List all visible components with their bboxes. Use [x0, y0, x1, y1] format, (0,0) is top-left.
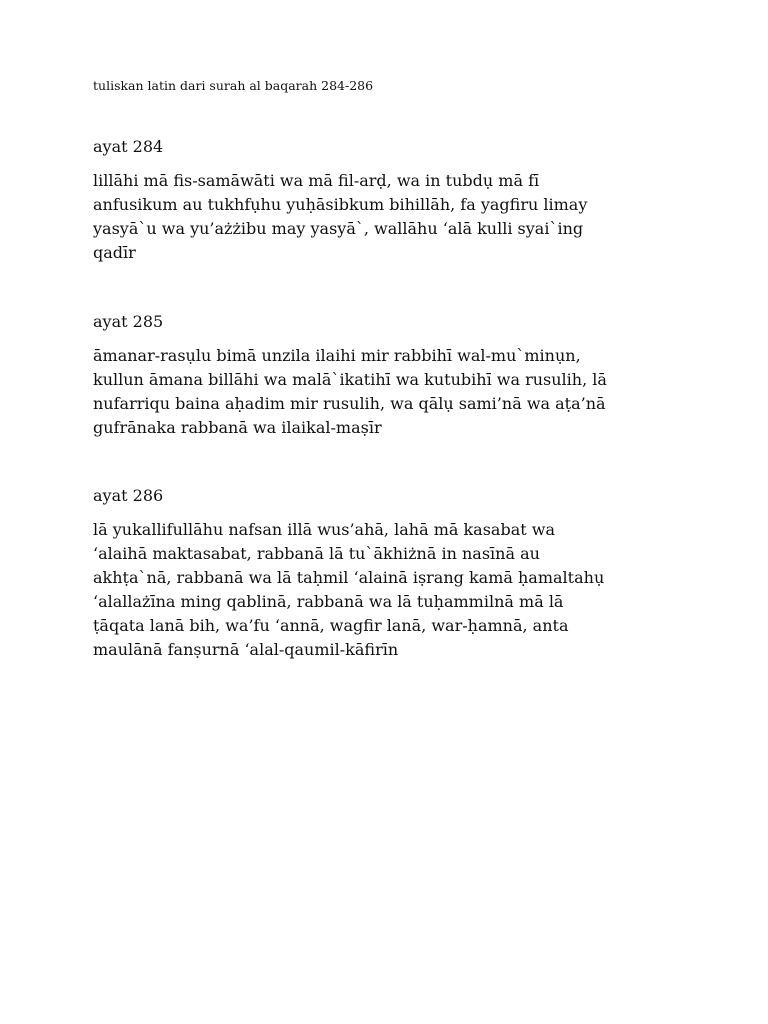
document-title: tuliskan latin dari surah al baqarah 284-286 [93, 78, 374, 93]
text-line: akhṭa`nā, rabbanā wa lā taḥmil ‘alainā iṣrang kamā ḥamaltahụ [93, 568, 605, 587]
text-line: lillāhi mā fis-samāwāti wa mā fil-arḍ, wa in tubdụ mā fī [93, 171, 540, 190]
text-line: lā yukallifullāhu nafsan illā wus’ahā, lahā mā kasabat wa [93, 520, 555, 539]
ayat-286-heading: ayat 286 [93, 486, 164, 505]
text-line: ‘alallażīna ming qablinā, rabbanā wa lā tuḥammilnā mā lā [93, 592, 564, 611]
text-line: kullun āmana billāhi wa malā`ikatihī wa kutubihī wa rusulih, lā [93, 370, 607, 389]
text-line: nufarriqu baina aḥadim mir rusulih, wa qālụ sami’nā wa aṭa’nā [93, 394, 606, 413]
text-line: gufrānaka rabbanā wa ilaikal-maṣīr [93, 418, 382, 437]
ayat-284-heading: ayat 284 [93, 137, 164, 156]
text-line: qadīr [93, 243, 136, 262]
ayat-285-heading: ayat 285 [93, 312, 164, 331]
text-line: anfusikum au tukhfụhu yuḥāsibkum bihillāh, fa yagfiru limay [93, 195, 588, 214]
text-line: āmanar-rasụlu bimā unzila ilaihi mir rabbihī wal-mu`minụn, [93, 346, 581, 365]
ayat-285-text [93, 344, 693, 440]
text-line: maulānā fanṣurnā ‘alal-qaumil-kāfirīn [93, 640, 399, 659]
ayat-286-text [93, 518, 693, 662]
text-line: ‘alaihā maktasabat, rabbanā lā tu`ākhiżnā in nasīnā au [93, 544, 540, 563]
ayat-284-text [93, 169, 693, 265]
text-line: ṭāqata lanā bih, wa’fu ‘annā, wagfir lanā, war-ḥamnā, anta [93, 616, 569, 635]
text-line: yasyā`u wa yu’ażżibu may yasyā`, wallāhu ‘alā kulli syai`ing [93, 219, 584, 238]
